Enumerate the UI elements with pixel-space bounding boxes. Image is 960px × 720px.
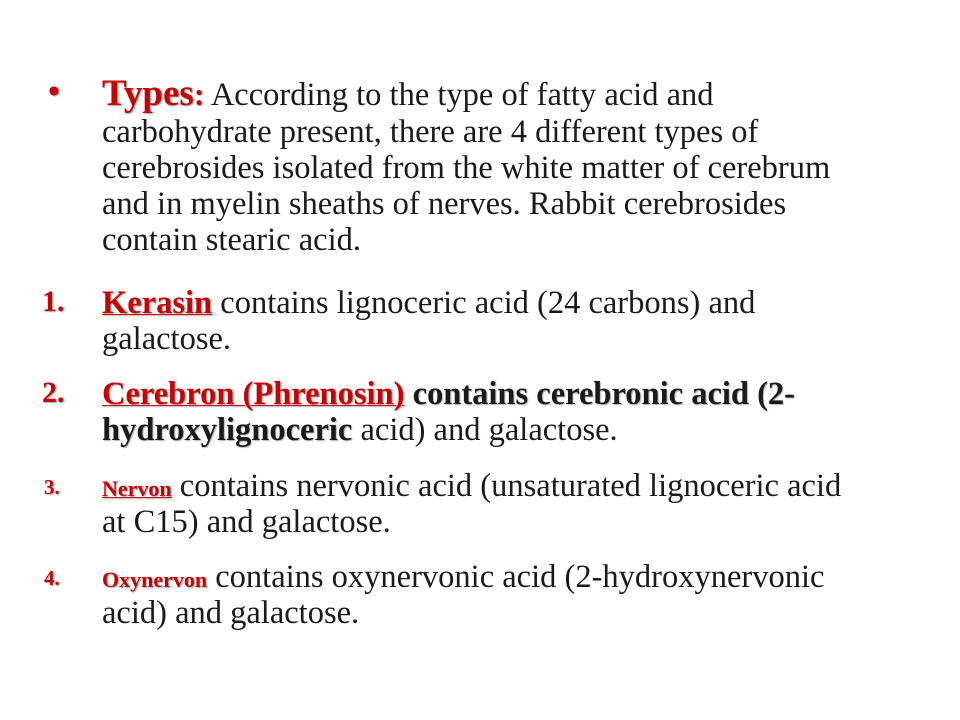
item-number: 1. <box>42 285 65 318</box>
item-text: contains oxynervonic acid (2-hydroxynervonic acid) and galactose. <box>102 559 825 632</box>
item-number: 4. <box>44 566 60 590</box>
term-kerasin: Kerasin <box>102 285 213 321</box>
term-nervon: Nervon <box>102 476 172 501</box>
item-text: acid) and galactose. <box>352 412 618 449</box>
term-types: Types <box>102 73 194 114</box>
intro-bullet-item <box>48 73 862 259</box>
item-text: contains nervonic acid (unsaturated lignoceric acid at C15) and galactose. <box>102 468 842 541</box>
intro-text: According to the type of fatty acid and carbohydrate present, there are 4 different types of cerebrosides isolated from the white matter of cerebrum and in myelin sheaths of nerves. Rabbit cerebrosides contain stearic acid. <box>102 77 831 259</box>
item-number: 2. <box>42 376 65 409</box>
term-colon: : <box>193 76 205 112</box>
list-item-kerasin <box>42 285 862 358</box>
item-number: 3. <box>44 475 60 499</box>
term-oxynervon: Oxynervon <box>102 567 208 592</box>
list-item-cerebron <box>42 376 862 449</box>
item-bold-text: contains cerebronic acid (2- <box>404 376 795 412</box>
list-item-nervon <box>44 468 862 541</box>
item-text: contains lignoceric acid (24 carbons) and galactose. <box>102 285 756 358</box>
bullet-marker: • <box>48 73 60 110</box>
list-item-oxynervon <box>44 559 862 632</box>
item-bold-text-2: hydroxylignoceric <box>102 412 353 449</box>
term-cerebron: Cerebron (Phrenosin) <box>102 376 405 412</box>
